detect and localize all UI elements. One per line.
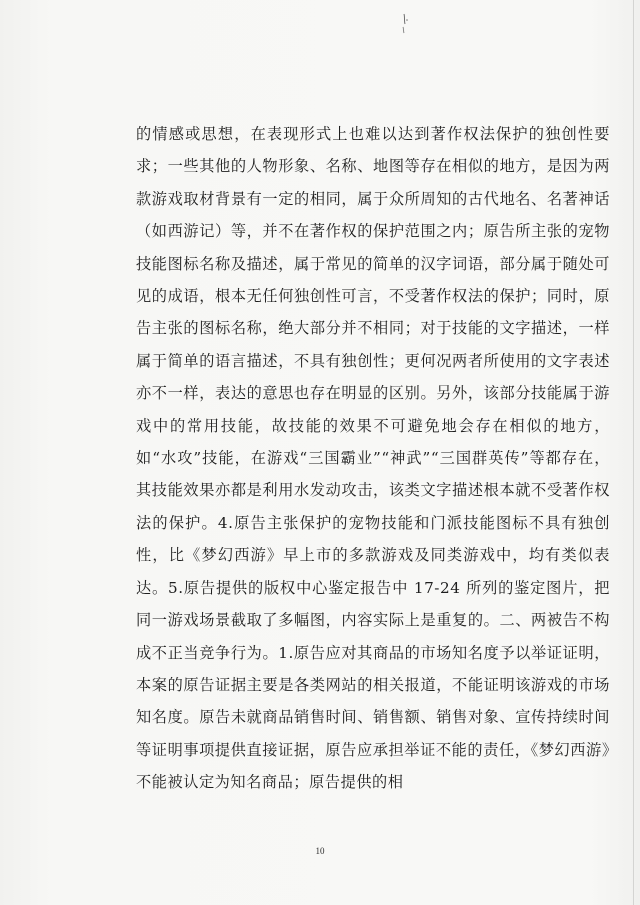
- scan-marks: [395, 12, 415, 36]
- document-body-text: 的情感或思想，在表现形式上也难以达到著作权法保护的独创性要求；一些其他的人物形象、名称、地图等存在相似的地方，是因为两款游戏取材背景有一定的相同，属于众所周知的古代地名、名著神话（如西游记）等，并不在著作权的保护范围之内；原告所主张的宠物技能图标名称及描述，属于常见的简单的汉字词语，部分属于随处可见的成语，根本无任何独创性可言，不受著作权法的保护；同时，原告主张的图标名称，绝大部分并不相同；对于技能的文字描述，一样属于简单的语言描述，不具有独创性；更何况两者所使用的文字表述亦不一样，表达的意思也存在明显的区别。另外，该部分技能属于游戏中的常用技能，故技能的效果不可避免地会存在相似的地方，如“水攻”技能，在游戏“三国霸业”“神武”“三国群英传”等都存在，其技能效果亦都是利用水发动攻击，该类文字描述根本就不受著作权法的保护。4.原告主张保护的宠物技能和门派技能图标不具有独创性，比《梦幻西游》早上市的多款游戏及同类游戏中，均有类似表达。5.原告提供的版权中心鉴定报告中 17-24 所列的鉴定图片，把同一游戏场景截取了多幅图，内容实际上是重复的。二、两被告不构成不正当竞争行为。1.原告应对其商品的市场知名度予以举证证明，本案的原告证据主要是各类网站的相关报道，不能证明该游戏的市场知名度。原告未就商品销售时间、销售额、销售对象、宣传持续时间等证明事项提供直接证据，原告应承担举证不能的责任，《梦幻西游》不能被认定为知名商品；原告提供的相: [136, 125, 610, 792]
- page-edge: [633, 0, 634, 905]
- page-number: 10: [315, 846, 325, 856]
